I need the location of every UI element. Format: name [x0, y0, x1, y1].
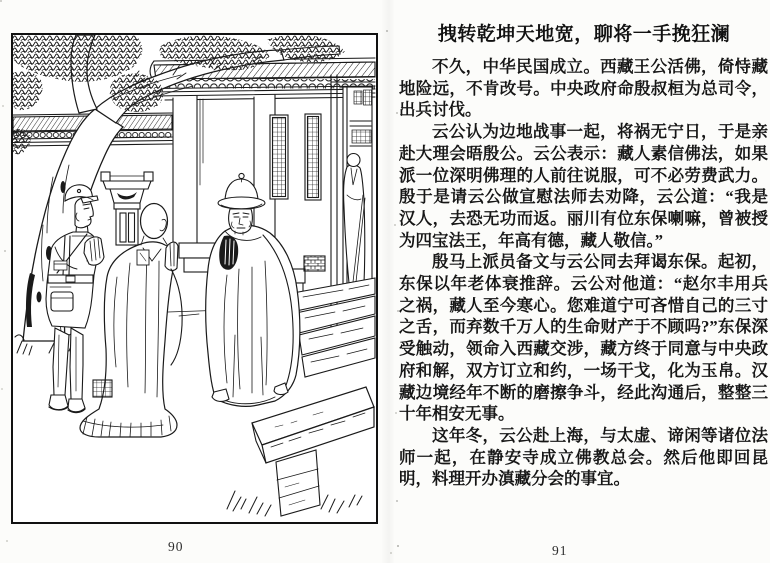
lattice-window-right — [305, 114, 321, 200]
body-paragraph: 这年冬，云公赴上海，与太虚、谛闲等诸位法师一起，在静安寺成立佛教总会。然后他即回昆明，料理开办滇藏分会的事宜。 — [399, 425, 768, 489]
page-number-left: 90 — [168, 539, 184, 554]
body-paragraph: 不久，中华民国成立。西藏王公活佛，倚恃藏地险远，不肯改号。中央政府命殷叔桓为总司令，出兵讨伐。 — [399, 57, 768, 120]
text-page — [399, 0, 769, 563]
brick-base-patch — [304, 256, 325, 271]
book-gutter — [381, 0, 395, 563]
lattice-window-left — [270, 115, 288, 199]
door-monk-figure — [344, 154, 365, 284]
story-body — [399, 56, 768, 490]
story-title: 拽转乾坤天地宽，聊将一手挽狂澜 — [437, 24, 731, 45]
illustration-canvas — [13, 35, 376, 522]
scan-noise-speckles — [0, 0, 2, 2]
illustration-frame — [11, 33, 378, 524]
body-paragraph: 殷马上派员备文与云公同去拜谒东保。起初，东保以年老体衰推辞。云公对他道：“赵尔丰用兵之祸，藏人至今寒心。您难道宁可吝惜自己的三寸之舌，而弃数千万人的生命财产于不顾吗?”东保深受触动，领命入西藏交涉，藏方终于同意与中央政府和解，双方订立和约，一场干戈，化为玉帛。汉藏边境经年不断的磨擦争斗，经此沟通后，整整三十年相安无事。 — [399, 252, 768, 424]
page-number-right: 91 — [552, 543, 568, 558]
body-paragraph: 云公认为边地战事一起，将祸无宁日，于是亲赴大理会晤殷公。云公表示：藏人素信佛法，如果派一位深明佛理的人前往说服，可不必劳费武力。殷于是请云公做宣慰法师去劝降，云公道：“我是汉人，去恐无功而返。丽川有位东保喇嘛，曾被授为四宝法王，年高有德，藏人敬信。” — [399, 122, 768, 250]
